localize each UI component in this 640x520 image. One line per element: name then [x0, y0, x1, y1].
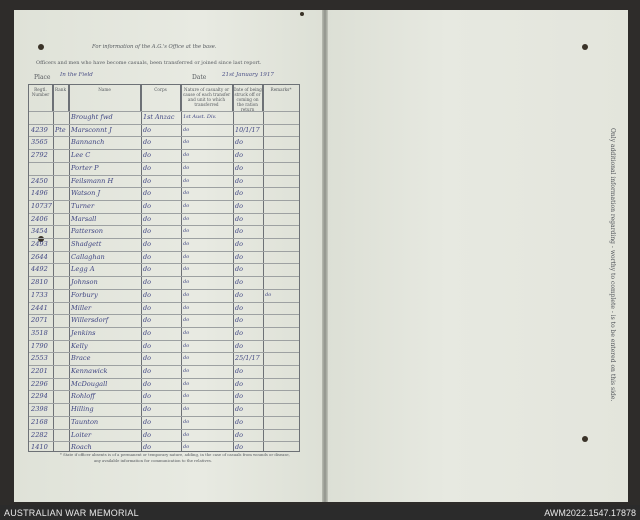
table-row-rule: [29, 175, 299, 176]
table-row-rule: [29, 124, 299, 125]
table-cell-rank: Pte: [55, 125, 66, 134]
page-fold: [322, 10, 328, 502]
table-cell-nature: do: [183, 266, 190, 273]
table-cell-number: 2493: [31, 240, 48, 248]
table-cell-date: do: [235, 316, 243, 325]
table-cell-corps: do: [143, 138, 151, 147]
table-row-rule: [29, 200, 299, 201]
table-cell-nature: do: [183, 406, 190, 413]
side-note: [606, 128, 618, 448]
table-cell-nature: do: [183, 177, 190, 184]
table-cell-date: do: [235, 278, 243, 287]
table-cell-nature: do: [183, 126, 190, 133]
table-cell-corps: do: [143, 151, 151, 160]
table-cell-name: Kennawick: [71, 367, 108, 375]
table-cell-nature: do: [183, 164, 190, 171]
table-row-rule: [29, 238, 299, 239]
table-cell-name: Rohloff: [71, 392, 95, 401]
footnote-line-2: any available information for communication to the relatives.: [94, 458, 213, 463]
casualty-table: [28, 84, 300, 452]
table-cell-name: Legg A: [71, 265, 95, 274]
table-cell-corps: do: [143, 252, 151, 261]
table-cell-name: Roach: [71, 443, 92, 452]
side-note-text: Only additional information regarding - worthy to complete - is to be entered on this side.: [609, 128, 616, 402]
col-header-corps: Corps: [141, 85, 181, 111]
table-cell-corps: do: [143, 189, 151, 198]
table-cell-corps: do: [143, 367, 151, 375]
table-cell-corps: do: [143, 443, 151, 452]
col-header-name: Name: [69, 85, 141, 111]
table-cell-name: Patterson: [71, 227, 104, 236]
table-cell-nature: do: [183, 253, 190, 260]
table-cell-nature: do: [183, 304, 190, 311]
table-cell-corps: do: [143, 214, 151, 223]
date-label: Date: [192, 74, 207, 81]
table-cell-nature: do: [183, 431, 190, 438]
table-cell-number: 2644: [31, 252, 48, 261]
table-cell-remarks: do: [265, 291, 272, 298]
table-row-rule: [29, 302, 299, 303]
table-cell-nature: do: [183, 393, 190, 400]
punch-hole: [582, 436, 588, 442]
table-row-rule: [29, 136, 299, 137]
table-row-rule: [29, 441, 299, 442]
table-row-rule: [29, 149, 299, 150]
table-cell-nature: do: [183, 291, 190, 298]
table-cell-number: 3518: [31, 328, 48, 337]
table-cell-corps: do: [143, 316, 151, 325]
table-cell-number: 2450: [31, 176, 48, 185]
table-row-rule: [29, 340, 299, 341]
table-cell-nature: do: [183, 152, 190, 159]
place-value: In the Field: [60, 72, 93, 78]
table-row-rule: [29, 213, 299, 214]
table-cell-corps: do: [143, 201, 151, 210]
table-cell-nature: do: [183, 202, 190, 209]
table-cell-name: Forbury: [71, 290, 98, 299]
table-cell-number: 2792: [31, 151, 48, 160]
table-cell-name: Bannanch: [71, 138, 105, 147]
table-cell-nature: do: [183, 342, 190, 349]
table-cell-name: Brought fwd: [71, 113, 113, 121]
table-cell-corps: do: [143, 227, 151, 236]
table-cell-corps: do: [143, 290, 151, 299]
table-row-rule: [29, 378, 299, 379]
table-cell-date: do: [235, 138, 243, 147]
table-cell-name: Kelly: [71, 341, 88, 350]
table-cell-nature: do: [183, 215, 190, 222]
table-column-rule: [233, 85, 234, 451]
table-cell-name: Watson J: [71, 189, 101, 198]
table-row-rule: [29, 403, 299, 404]
table-row-rule: [29, 187, 299, 188]
table-row-rule: [29, 225, 299, 226]
table-cell-number: 2441: [31, 303, 48, 312]
punch-hole: [38, 44, 44, 50]
table-cell-nature: do: [183, 380, 190, 387]
table-cell-name: Marsall: [71, 214, 97, 223]
table-cell-corps: do: [143, 265, 151, 274]
table-column-rule: [69, 85, 70, 451]
table-cell-date: do: [235, 227, 243, 236]
table-row-rule: [29, 416, 299, 417]
table-cell-number: 3565: [31, 138, 48, 147]
table-cell-nature: do: [183, 190, 190, 197]
table-cell-name: Miller: [71, 303, 92, 312]
table-cell-nature: do: [183, 228, 190, 235]
table-cell-number: 2810: [31, 278, 48, 287]
table-cell-date: do: [235, 405, 243, 414]
table-cell-name: Loiter: [71, 430, 92, 439]
table-cell-date: do: [235, 303, 243, 312]
caption-accession-number: AWM2022.1547.17878: [544, 508, 636, 518]
table-cell-number: 1496: [31, 189, 48, 198]
table-row-rule: [29, 111, 299, 112]
table-cell-nature: do: [183, 241, 190, 247]
table-cell-nature: do: [183, 329, 190, 336]
table-cell-date: do: [235, 367, 243, 375]
table-cell-date: do: [235, 176, 243, 185]
table-cell-date: do: [235, 430, 243, 439]
table-cell-corps: do: [143, 392, 151, 401]
table-cell-nature: do: [183, 368, 190, 374]
table-cell-number: 1733: [31, 290, 48, 299]
table-cell-corps: do: [143, 379, 151, 388]
table-cell-name: Porter P: [71, 163, 99, 172]
table-cell-date: 10/1/17: [235, 125, 260, 134]
table-cell-date: do: [235, 240, 243, 248]
table-cell-nature: do: [183, 418, 190, 425]
table-cell-number: 2553: [31, 354, 48, 363]
table-cell-nature: do: [183, 444, 190, 451]
table-cell-number: 4492: [31, 265, 48, 274]
table-cell-number: 2168: [31, 417, 48, 426]
table-row-rule: [29, 263, 299, 264]
table-cell-name: Brace: [71, 354, 91, 363]
right-page: [326, 10, 628, 502]
table-cell-date: do: [235, 379, 243, 388]
table-cell-corps: 1st Anzac: [143, 113, 175, 121]
table-cell-number: 1790: [31, 341, 48, 350]
table-cell-name: McDougall: [71, 379, 108, 388]
table-cell-corps: do: [143, 240, 151, 248]
table-cell-date: do: [235, 417, 243, 426]
table-cell-corps: do: [143, 163, 151, 172]
table-cell-nature: 1st Aust. Div.: [183, 114, 217, 120]
table-cell-number: 4239: [31, 125, 48, 134]
table-column-rule: [53, 85, 54, 451]
table-cell-number: 2282: [31, 430, 48, 439]
table-cell-date: do: [235, 201, 243, 210]
table-cell-date: do: [235, 265, 243, 274]
table-cell-name: Shadgett: [71, 240, 102, 248]
place-label: Place: [34, 74, 51, 81]
table-row-rule: [29, 289, 299, 290]
punch-hole: [300, 12, 304, 16]
table-cell-corps: do: [143, 354, 151, 363]
table-row-rule: [29, 365, 299, 366]
table-row-rule: [29, 352, 299, 353]
table-cell-date: do: [235, 214, 243, 223]
table-column-rule: [263, 85, 264, 451]
table-row-rule: [29, 276, 299, 277]
table-cell-corps: do: [143, 125, 151, 134]
table-cell-corps: do: [143, 328, 151, 337]
table-cell-name: Jenkins: [71, 328, 96, 337]
table-cell-date: do: [235, 392, 243, 401]
col-header-number: Regtl. Number: [29, 85, 53, 111]
table-cell-name: Feilsmann H: [71, 176, 114, 185]
col-header-remarks: Remarks*: [270, 87, 292, 92]
col-header-date: Date of being struck off or coming on the ration return: [233, 87, 262, 111]
table-cell-number: 2398: [31, 405, 48, 414]
punch-hole: [582, 44, 588, 50]
table-cell-date: do: [235, 341, 243, 350]
table-row-rule: [29, 327, 299, 328]
table-cell-corps: do: [143, 278, 151, 287]
table-row-rule: [29, 429, 299, 430]
table-cell-nature: do: [183, 139, 190, 146]
table-row-rule: [29, 390, 299, 391]
table-cell-corps: do: [143, 430, 151, 439]
table-cell-number: 2406: [31, 214, 48, 223]
table-cell-date: do: [235, 151, 243, 160]
table-cell-name: Callaghan: [71, 252, 105, 261]
table-cell-nature: do: [183, 355, 190, 362]
table-cell-name: Lee C: [71, 151, 91, 160]
table-cell-corps: do: [143, 405, 151, 414]
table-cell-name: Marsconnt J: [71, 125, 112, 134]
form-heading: For information of the A.G.'s Office at the base.: [92, 44, 217, 50]
table-cell-number: 10737: [31, 201, 52, 210]
col-header-rank: Rank: [53, 85, 69, 111]
table-cell-name: Willersdorf: [71, 316, 109, 325]
table-cell-date: do: [235, 328, 243, 337]
table-cell-date: 25/1/17: [235, 354, 260, 363]
footnote-line-1: * State if officer absents is of a permanent or temporary nature, adding, in the case of casuals from wounds or disease,: [60, 452, 290, 457]
table-cell-date: do: [235, 189, 243, 198]
date-value: 21st January 1917: [222, 72, 274, 78]
table-cell-name: Johnson: [71, 278, 98, 287]
table-cell-date: do: [235, 443, 243, 452]
table-cell-corps: do: [143, 417, 151, 426]
table-cell-number: 1410: [31, 443, 48, 452]
table-cell-nature: do: [183, 317, 190, 324]
table-cell-name: Hilling: [71, 405, 94, 414]
table-cell-name: Taunton: [71, 417, 99, 426]
table-cell-date: do: [235, 252, 243, 261]
table-cell-corps: do: [143, 176, 151, 185]
col-header-nature: Nature of casualty or cause of each transfer and unit to which transferred: [181, 85, 233, 111]
table-row-rule: [29, 162, 299, 163]
table-cell-number: 2294: [31, 392, 48, 401]
form-subheading: Officers and men who have become casuals, been transferred or joined since last report.: [36, 60, 262, 66]
table-row-rule: [29, 251, 299, 252]
caption-source: AUSTRALIAN WAR MEMORIAL: [4, 508, 139, 518]
table-cell-number: 2296: [31, 379, 48, 388]
table-cell-number: 2201: [31, 367, 48, 375]
table-cell-number: 2071: [31, 316, 48, 325]
table-cell-name: Turner: [71, 201, 95, 210]
table-cell-corps: do: [143, 303, 151, 312]
table-cell-corps: do: [143, 341, 151, 350]
table-column-rule: [141, 85, 142, 451]
table-cell-date: do: [235, 290, 243, 299]
table-cell-nature: do: [183, 279, 190, 286]
table-cell-date: do: [235, 163, 243, 172]
table-column-rule: [181, 85, 182, 451]
table-cell-number: 3454: [31, 227, 48, 236]
table-row-rule: [29, 314, 299, 315]
